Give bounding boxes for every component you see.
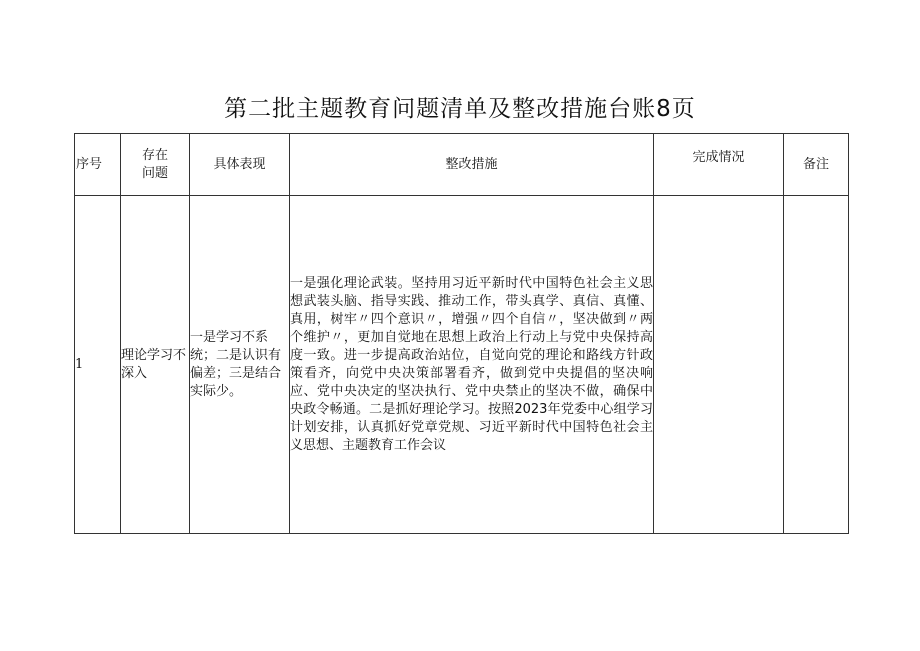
cell-seq: 1 (75, 196, 121, 534)
header-measures: 整改措施 (290, 134, 654, 196)
header-seq: 序号 (75, 134, 121, 196)
header-detail: 具体表现 (190, 134, 290, 196)
header-issue-line2: 问题 (141, 165, 168, 181)
table-header-row (75, 134, 849, 196)
cell-detail: 一是学习不系统；二是认识有偏差；三是结合实际少。 (190, 196, 290, 534)
cell-measures: 一是强化理论武装。坚持用习近平新时代中国特色社会主义思想武装头脑、指导实践、推动工作，带头真学、真信、真懂、真用，树牢〃四个意识〃，增强〃四个自信〃，坚决做到〃两个维护〃，更加自觉地在思想上政治上行动上与党中央保持高度一致。进一步提高政治站位，自觉向党的理论和路线方针政策看齐，向党中央决策部署看齐，做到党中央提倡的坚决响应、党中央决定的坚决执行、党中央禁止的坚决不做，确保中央政令畅通。二是抓好理论学习。按照2023年党委中心组学习计划安排，认真抓好党章党规、习近平新时代中国特色社会主义思想、主题教育工作会议 (290, 196, 654, 534)
header-status: 完成情况 (654, 134, 784, 196)
header-issue (121, 134, 190, 196)
cell-status (654, 196, 784, 534)
rectification-ledger-table (74, 133, 849, 534)
cell-issue: 理论学习不深入 (121, 196, 190, 534)
header-remarks: 备注 (784, 134, 849, 196)
header-issue-line1: 存在 (141, 147, 168, 163)
cell-remarks (784, 196, 849, 534)
table-row (75, 196, 849, 534)
document-title: 第二批主题教育问题清单及整改措施台账8页 (224, 96, 696, 122)
